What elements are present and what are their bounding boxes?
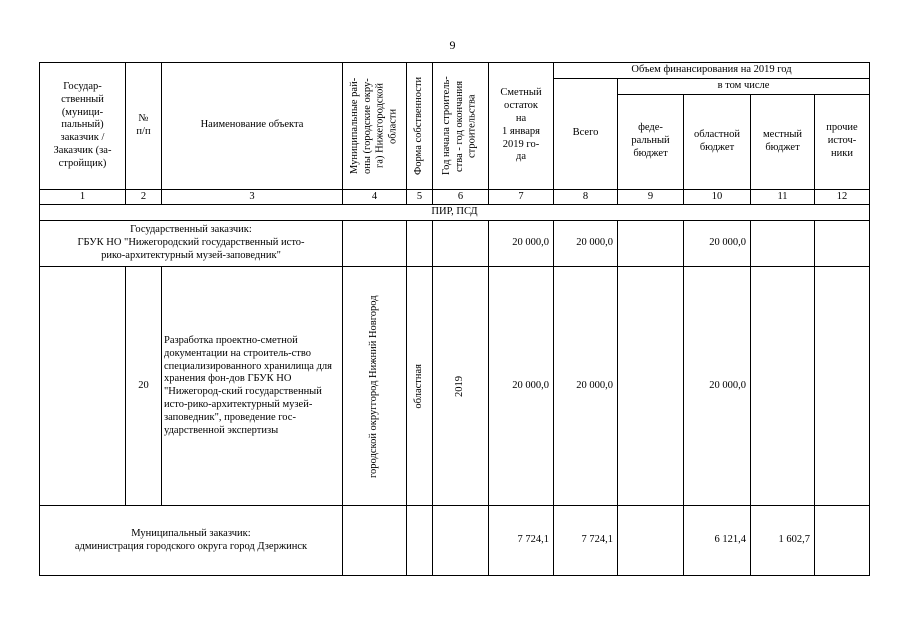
column-number: 5 <box>407 189 433 205</box>
section-row <box>40 205 870 221</box>
construction-year: 2019 <box>433 267 489 506</box>
column-number: 8 <box>554 189 618 205</box>
column-number: 3 <box>162 189 343 205</box>
ownership: областная <box>407 267 433 506</box>
column-number: 12 <box>815 189 870 205</box>
column-number: 7 <box>489 189 554 205</box>
header-districts: Муниципальные рай- оны (городские окру- га) Нижегородской области <box>343 63 407 190</box>
district: городской округгород Нижний Новгород <box>343 267 407 506</box>
column-number: 1 <box>40 189 126 205</box>
page-number: 9 <box>449 38 456 52</box>
section-title: ПИР, ПСД <box>40 205 870 221</box>
header-total: Всего <box>554 78 618 189</box>
regional-value: 20 000,0 <box>684 221 751 267</box>
column-number: 2 <box>126 189 162 205</box>
header-years: Год начала строитель- ства - год окончания строительства <box>433 63 489 190</box>
local-value: 1 602,7 <box>751 506 815 576</box>
header-estimate: Сметный остаток на 1 января 2019 го- да <box>489 63 554 190</box>
header-including: в том числе <box>618 78 870 94</box>
total-value: 7 724,1 <box>554 506 618 576</box>
header-federal: феде- ральный бюджет <box>618 94 684 189</box>
total-value: 20 000,0 <box>554 267 618 506</box>
customer-row <box>40 506 870 576</box>
customer-label: Муниципальный заказчик: администрация городского округа город Дзержинск <box>40 506 343 576</box>
estimate-value: 20 000,0 <box>489 221 554 267</box>
column-number: 4 <box>343 189 407 205</box>
header-no: № п/п <box>126 63 162 190</box>
header-other: прочие источ- ники <box>815 94 870 189</box>
customer-row <box>40 221 870 267</box>
row-number: 20 <box>126 267 162 506</box>
column-number: 9 <box>618 189 684 205</box>
total-value: 20 000,0 <box>554 221 618 267</box>
column-number: 10 <box>684 189 751 205</box>
regional-value: 20 000,0 <box>684 267 751 506</box>
estimate-value: 7 724,1 <box>489 506 554 576</box>
object-name: Разработка проектно-сметной документации на строитель-ство специализированного хранилища для хранения фон-дов ГБУК НО "Нижегород-ский государственный исто-рико-архитектурный музей-заповедник", проведение гос-ударственной экспертизы <box>162 267 343 506</box>
header-row-1 <box>40 63 870 79</box>
funding-table <box>39 62 870 576</box>
header-funding-group: Объем финансирования на 2019 год <box>554 63 870 79</box>
header-regional: областной бюджет <box>684 94 751 189</box>
header-ownership: Форма собственности <box>407 63 433 190</box>
column-number-row <box>40 189 870 205</box>
regional-value: 6 121,4 <box>684 506 751 576</box>
customer-label: Государственный заказчик: ГБУК НО "Нижегородский государственный исто- рико-архитектурный музей-заповедник" <box>40 221 343 267</box>
header-customer: Государ- ственный (муници- пальный) заказчик / Заказчик (за- стройщик) <box>40 63 126 190</box>
header-object-name: Наименование объекта <box>162 63 343 190</box>
estimate-value: 20 000,0 <box>489 267 554 506</box>
object-row <box>40 267 870 506</box>
column-number: 11 <box>751 189 815 205</box>
column-number: 6 <box>433 189 489 205</box>
header-local: местный бюджет <box>751 94 815 189</box>
